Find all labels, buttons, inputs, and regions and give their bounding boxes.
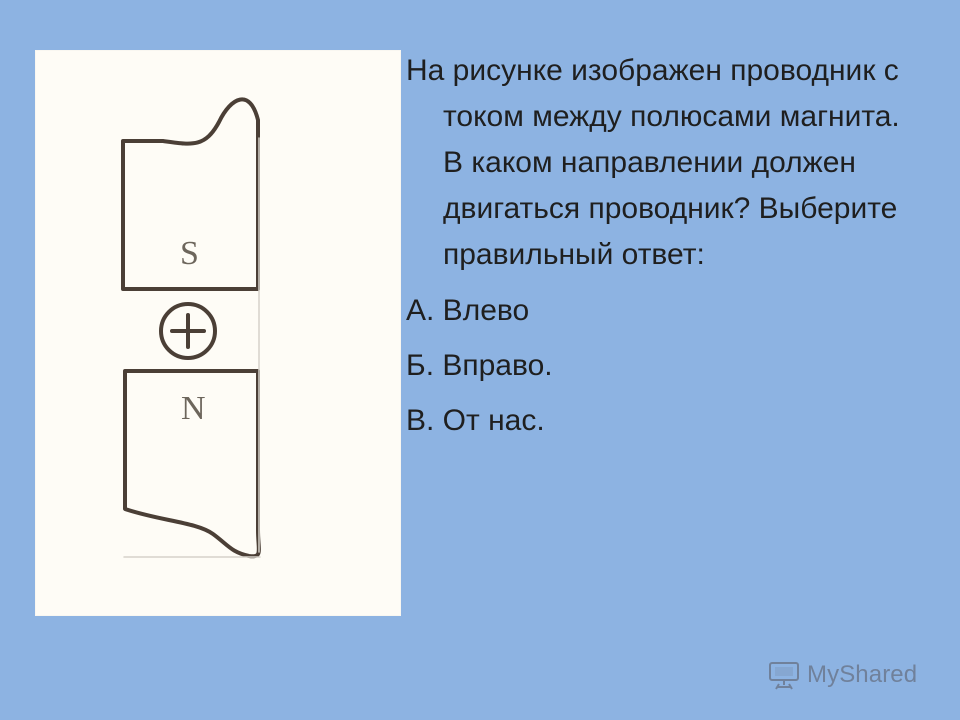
presentation-board-icon xyxy=(767,660,801,690)
answer-list xyxy=(406,288,906,444)
watermark xyxy=(767,657,927,693)
magnet-figure xyxy=(35,50,401,616)
answer-option-c: В. От нас. xyxy=(406,404,545,437)
bottom-pole-label: N xyxy=(181,390,206,427)
answer-option-b: Б. Вправо. xyxy=(406,349,553,382)
top-pole-label: S xyxy=(180,235,199,272)
answer-option-a: А. Влево xyxy=(406,294,530,327)
watermark-text: MyShared xyxy=(807,661,918,688)
magnet-diagram xyxy=(35,50,401,616)
question-text: На рисунке изображен проводник с током между полюсами магнита. В каком направлении должен двигаться проводник? Выберите правильный ответ: xyxy=(406,54,900,271)
question-block xyxy=(406,48,906,453)
